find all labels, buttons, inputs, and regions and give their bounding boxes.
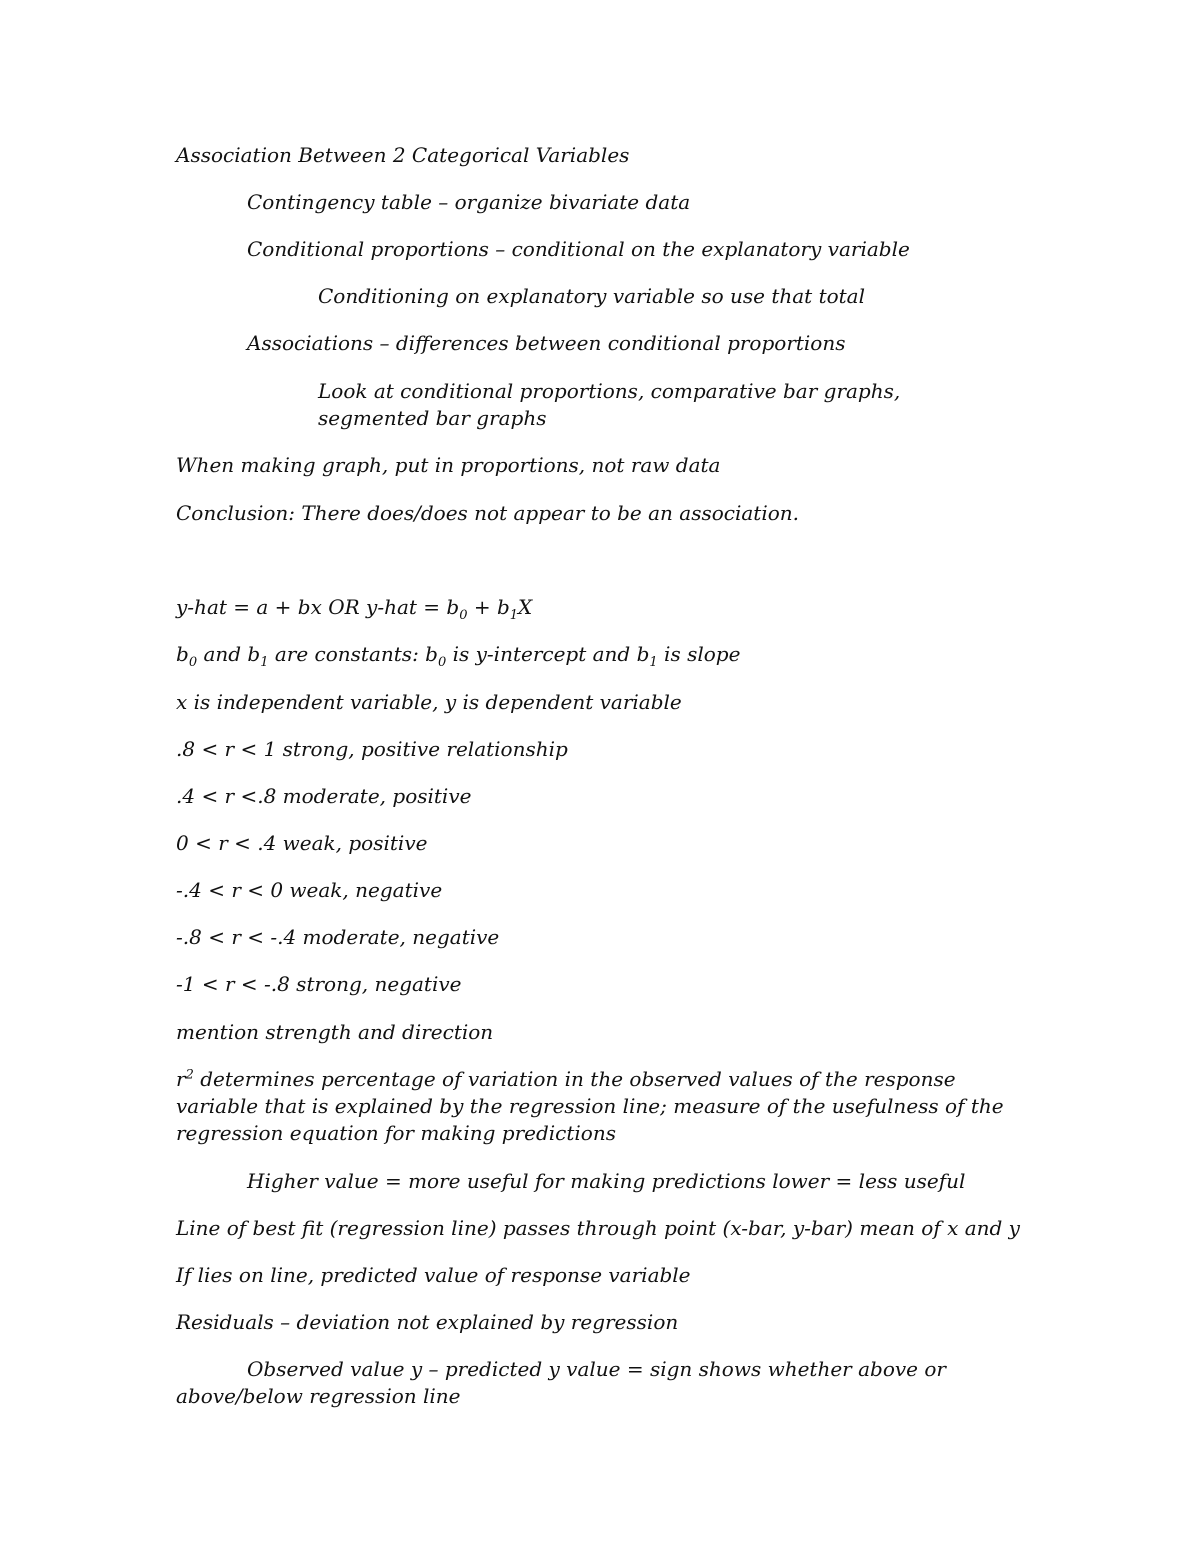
note-r-weak-negative: -.4 < r < 0 weak, negative [176,878,443,902]
note-constants [176,641,740,668]
note-observed-value: Observed value y – predicted y value = sign shows whether above or [247,1357,946,1381]
note-lies-on-line: If lies on line, predicted value of response variable [176,1263,691,1287]
note-look-at-proportions: Look at conditional proportions, comparative bar graphs, segmented bar graphs [318,379,901,430]
note-text: is y-intercept and b [446,642,650,666]
note-text: is slope [657,642,741,666]
note-independent-dependent: x is independent variable, y is dependent variable [176,690,682,714]
note-associations: Associations – differences between conditional proportions [247,331,846,355]
note-r-strong-positive: .8 < r < 1 strong, positive relationship [176,737,568,761]
formula-regression-equation [176,594,532,621]
note-text: are constants: b [268,642,438,666]
note-text: and b [197,642,261,666]
note-strength-direction: mention strength and direction [176,1020,494,1044]
note-line-of-best-fit: Line of best fit (regression line) passes through point (x-bar, y-bar) mean of x and y [176,1216,1020,1240]
note-r-moderate-negative: -.8 < r < -.4 moderate, negative [176,925,500,949]
note-superscript: 2 [185,1067,194,1083]
note-r-moderate-positive: .4 < r <.8 moderate, positive [176,784,472,808]
note-higher-value: Higher value = more useful for making predictions lower = less useful [247,1169,966,1193]
note-subscript: 1 [260,655,269,670]
formula-subscript: 0 [459,608,468,623]
note-subscript: 0 [188,655,198,670]
heading-association-categorical: Association Between 2 Categorical Variables [176,143,630,167]
note-making-graph: When making graph, put in proportions, not raw data [176,453,721,477]
note-observed-value-continued: above/below regression line [176,1384,461,1408]
note-residuals: Residuals – deviation not explained by regression [176,1310,679,1334]
formula-text: y-hat = a + bx OR y-hat = b [176,595,460,619]
note-r-weak-positive: 0 < r < .4 weak, positive [176,831,428,855]
formula-text: X [518,595,533,619]
note-subscript: 0 [437,655,447,670]
note-text: determines percentage of variation in the observed values of the response variable that is explained by the regression line; measure of the usefulness of the regression equation for making predictions [176,1067,1004,1145]
note-r-strong-negative: -1 < r < -.8 strong, negative [176,972,462,996]
note-conditioning-explanatory: Conditioning on explanatory variable so use that total [318,284,866,308]
note-contingency-table: Contingency table – organize bivariate data [247,190,691,214]
formula-text: + b [467,595,510,619]
note-conclusion: Conclusion: There does/does not appear to be an association. [176,501,800,525]
note-subscript: 1 [649,655,658,670]
note-conditional-proportions: Conditional proportions – conditional on the explanatory variable [247,237,910,261]
note-r-squared [176,1066,1016,1147]
note-text: b [176,642,189,666]
formula-subscript: 1 [509,608,519,623]
note-text: r [176,1067,186,1091]
